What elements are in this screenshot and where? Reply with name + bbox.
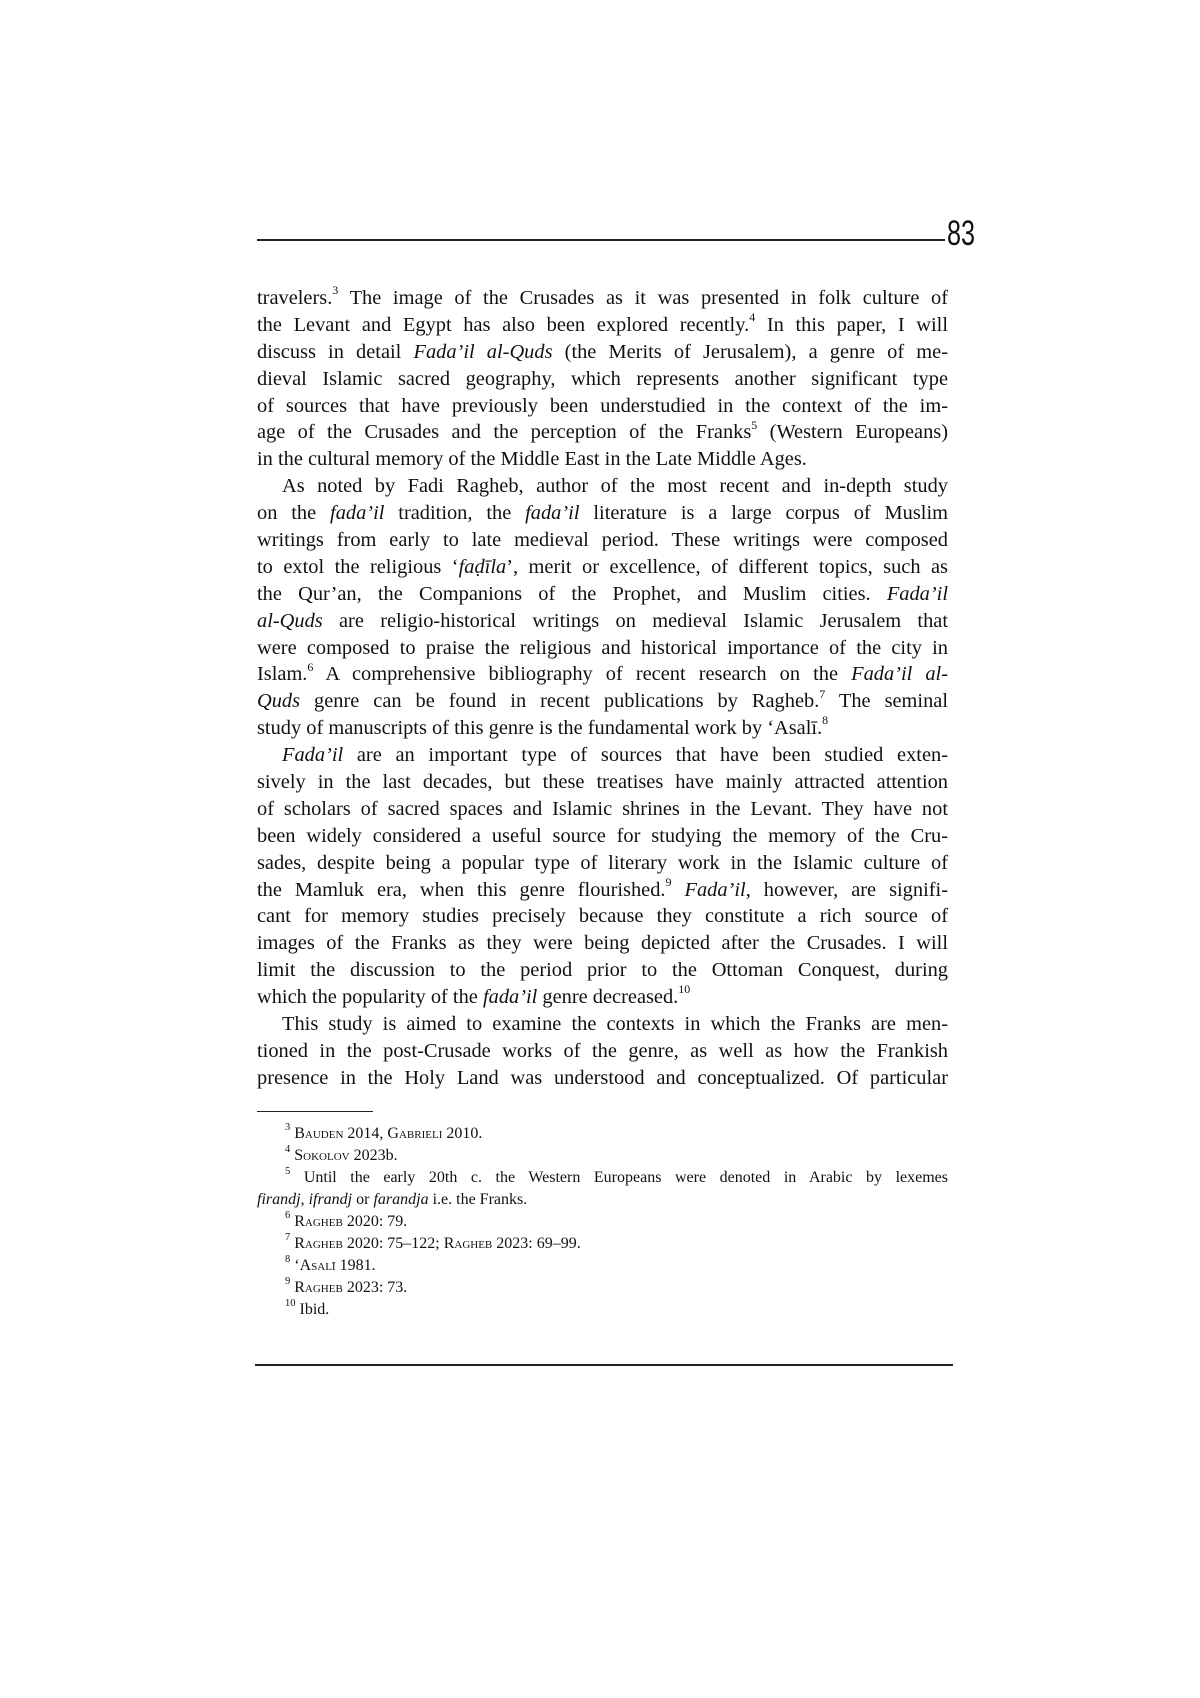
line-text: sades, despite being a popular type of literary work in the Islamic culture of [257,851,948,874]
footnote-number: 8 [285,1253,291,1265]
author-name: Ragheb [294,1235,343,1252]
footnote-ref: 8 [822,713,829,728]
text-line [257,366,948,393]
footer-rule [255,1364,953,1366]
text-line [257,1065,948,1092]
footnote-ref: 9 [665,874,672,889]
footnote-text: Until the early 20th c. the Western Europeans were denoted in Arabic by lexemes [303,1169,949,1186]
line-text: The image of the Crusades as it was presented in folk culture of [338,287,948,309]
author-name: Gabrieli [387,1125,443,1142]
footnote-italic: farandja [373,1191,429,1208]
footnote-separator [257,1111,373,1112]
line-text: genre decreased. [537,986,679,1009]
line-text: writings from early to late medieval period. These writings were composed [257,529,948,552]
line-text: dieval Islamic sacred geography, which represents another significant type [257,367,948,390]
footnote-number: 6 [285,1209,291,1221]
line-text: A comprehensive bibliography of recent research on the [313,663,852,686]
footnote-italic: ifrandj [308,1191,353,1208]
header-rule [257,239,945,241]
text-line [257,903,948,930]
text-line [257,285,948,312]
footnote-number: 5 [285,1165,291,1177]
line-text: tioned in the post-Crusade works of the genre, as well as how the Frankish [257,1039,948,1062]
line-text: of scholars of sacred spaces and Islamic shrines in the Levant. They have not [257,797,948,820]
footnote-text: 2014, [343,1125,388,1142]
footnote-italic: firandj [257,1191,301,1208]
line-text: cant for memory studies precisely because they constitute a rich source of [257,905,948,928]
text-line [257,823,948,850]
line-text: are an important type of sources that have been studied exten- [343,744,948,767]
text-line [257,419,948,446]
line-text: The seminal [825,690,948,713]
footnote [257,1255,948,1277]
text-line [257,473,948,500]
line-italic: fada’il [482,986,538,1009]
line-text: In this paper, I will [755,313,948,336]
text-line [257,984,948,1011]
paragraph-3 [257,742,948,1011]
line-text: (the Merits of Jerusalem), a genre of me- [552,340,949,363]
text-line [257,581,948,608]
line-text: (Western Europeans) [757,421,948,444]
footnote-text: 2020: 75–122; [342,1235,444,1252]
footnote-ref: 6 [307,659,314,674]
footnote-ref: 3 [332,283,339,298]
line-text: literature is a large corpus of Muslim [579,502,948,525]
author-name: Asalī [299,1257,336,1274]
line-italic: Fada’il [886,582,948,605]
line-text: travelers. [257,287,333,309]
line-text: tradition, the [384,502,526,525]
footnote-text: i.e. the Franks. [428,1191,528,1208]
footnote [257,1277,948,1299]
footnote-ref: 5 [751,417,758,432]
footnote-text: 2010. [442,1125,483,1142]
line-text: This study is aimed to examine the contexts in which the Franks are men- [282,1013,948,1036]
text-line [257,554,948,581]
footnote [257,1123,948,1145]
footnote-number: 4 [285,1143,291,1155]
line-text: been widely considered a useful source for studying the memory of the Cru- [257,824,948,847]
line-text: which the popularity of the [257,986,483,1009]
line-italic: Fada’il al- [851,663,948,686]
line-text: the Mamluk era, when this genre flourished. [257,878,666,901]
line-text: to extol the religious ‘ [257,555,459,578]
line-text: sively in the last decades, but these treatises have mainly attracted attention [257,771,948,794]
text-line [257,312,948,339]
paragraph-4 [257,1011,948,1092]
line-text: As noted by Fadi Ragheb, author of the most recent and in-depth study [282,475,948,498]
line-italic: fada’il [525,502,580,525]
line-italic: al-Quds [257,609,323,632]
text-line [257,393,948,420]
line-italic: Fada’il al-Quds [413,340,553,363]
footnote [257,1299,948,1321]
line-text [672,879,685,901]
author-name: Sokolov [294,1147,350,1164]
text-line [257,608,948,635]
text-line [257,688,948,715]
text-line [257,339,948,366]
footnote-text: , [300,1191,309,1208]
text-line [257,742,948,769]
footnote-ref: 7 [819,686,826,701]
line-text: images of the Franks as they were being depicted after the Crusades. I will [257,932,948,955]
footnote [257,1167,948,1189]
footnote-number: 3 [285,1121,291,1133]
footnote-number: 9 [285,1275,291,1287]
page-number: 83 [947,214,976,253]
footnote-text: 2023b. [349,1147,398,1164]
footnote-text: 2020: 79. [342,1213,408,1230]
text-line [257,796,948,823]
line-italic: Fada’il [684,878,746,901]
line-text: genre can be found in recent publications by Ragheb. [300,690,820,713]
line-text: are religio-historical writings on medieval Islamic Jerusalem that [322,609,948,632]
footnote [257,1145,948,1167]
text-line [257,930,948,957]
text-line [257,957,948,984]
footnote-text: or [352,1191,374,1208]
line-italic: fada’il [330,502,385,525]
line-text: , however, are signifi- [745,878,948,901]
text-line [257,850,948,877]
footnote-ref: 10 [678,982,691,997]
footnote-number: 7 [285,1231,291,1243]
text-line [257,527,948,554]
line-text: in the cultural memory of the Middle East in the Late Middle Ages. [257,448,807,471]
text-line [257,661,948,688]
line-text: limit the discussion to the period prior to the Ottoman Conquest, during [257,959,948,982]
line-text: the Qur’an, the Companions of the Prophet, and Muslim cities. [257,582,887,605]
line-text: of sources that have previously been understudied in the context of the im- [257,394,948,417]
line-text: were composed to praise the religious and historical importance of the city in [257,636,948,659]
author-name: Bauden [294,1125,344,1142]
line-text: Islam. [257,663,308,686]
text-line [257,635,948,662]
line-text: presence in the Holy Land was understood and conceptualized. Of particular [257,1066,948,1089]
line-text: ’, merit or excellence, of different topics, such as [506,555,948,578]
body-text [257,285,948,1092]
line-text: study of manuscripts of this genre is the fundamental work by ‘Asalī. [257,717,823,740]
footnote-continuation [257,1189,948,1211]
footnote [257,1211,948,1233]
text-line [257,769,948,796]
author-name: Ragheb [443,1235,493,1252]
footnote-text: 1981. [335,1257,376,1274]
footnote [257,1233,948,1255]
footnote-ref: 4 [749,310,756,325]
footnote-text: 2023: 69–99. [492,1235,581,1252]
line-text: age of the Crusades and the perception of the Franks [257,421,752,444]
line-italic: Quds [257,690,301,713]
text-line [257,446,948,473]
line-text: the Levant and Egypt has also been explored recently. [257,313,750,336]
author-name: Ragheb [294,1279,343,1296]
text-line [257,1011,948,1038]
footnote-text: Ibid. [299,1301,330,1318]
text-line [257,874,948,904]
footnote-text: ‘ [294,1257,300,1274]
text-line [257,1038,948,1065]
line-text: discuss in detail [257,340,414,363]
paragraph-2 [257,473,948,742]
author-name: Ragheb [294,1213,343,1230]
line-italic: Fada’il [282,744,344,767]
text-line [257,715,948,742]
footnotes [257,1123,948,1321]
text-line [257,500,948,527]
line-text: on the [257,502,331,525]
footnote-text: 2023: 73. [342,1279,408,1296]
line-italic: faḍīla [458,555,507,578]
footnote-number: 10 [285,1297,296,1309]
paragraph-1 [257,285,948,473]
